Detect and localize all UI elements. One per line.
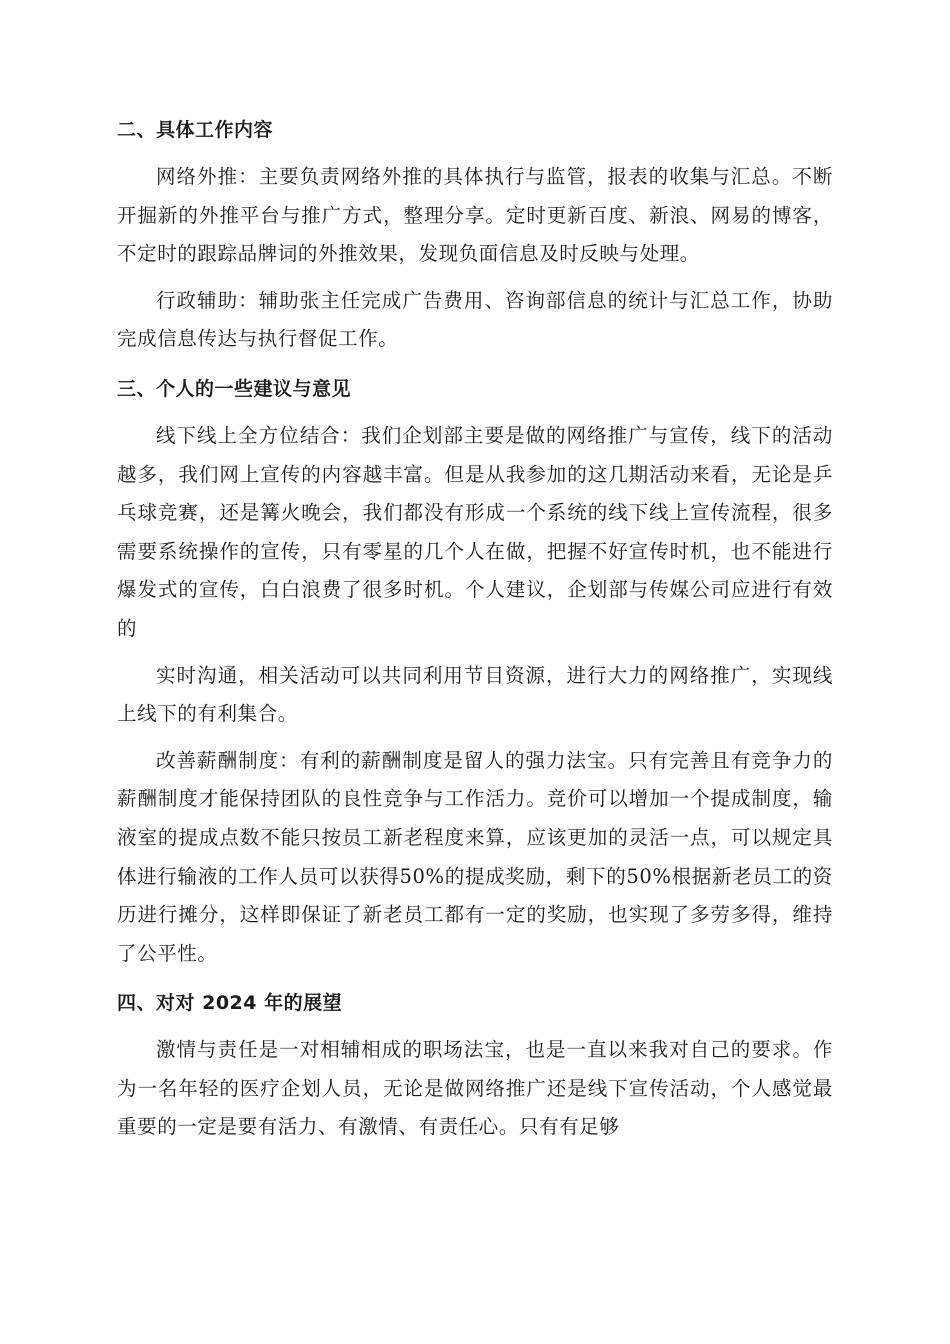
- paragraph-salary-system: 改善薪酬制度：有利的薪酬制度是留人的强力法宝。只有完善且有竞争力的薪酬制度才能保持团队的良性竞争与工作活力。竞价可以增加一个提成制度，输液室的提成点数不能只按员工新老程度来算，应该更加的灵活一点，可以规定具体进行输液的工作人员可以获得50%的提成奖励，剩下的50%根据新老员工的资历进行摊分，这样即保证了新老员工都有一定的奖励，也实现了多劳多得，维持了公平性。: [117, 748, 833, 965]
- section-heading-suggestions: 三、个人的一些建议与意见: [117, 377, 352, 400]
- paragraph-passion-responsibility: 激情与责任是一对相辅相成的职场法宝，也是一直以来我对自己的要求。作为一名年轻的医疗企划人员，无论是做网络推广还是线下宣传活动，个人感觉最重要的一定是要有活力、有激情、有责任心。只有有足够: [117, 1038, 833, 1139]
- document-page: [117, 108, 833, 1155]
- section-heading-outlook: 四、对对 2024 年的展望: [117, 992, 343, 1015]
- paragraph-online-promotion: 网络外推：主要负责网络外推的具体执行与监管，报表的收集与汇总。不断开掘新的外推平台与推广方式，整理分享。定时更新百度、新浪、网易的博客，不定时的跟踪品牌词的外推效果，发现负面信息及时反映与处理。: [117, 165, 833, 266]
- paragraph-online-offline: 线下线上全方位结合：我们企划部主要是做的网络推广与宣传，线下的活动越多，我们网上宣传的内容越丰富。但是从我参加的这几期活动来看，无论是乒乓球竞赛，还是篝火晚会，我们都没有形成一个系统的线下线上宣传流程，很多需要系统操作的宣传，只有零星的几个人在做，把握不好宣传时机，也不能进行爆发式的宣传，白白浪费了很多时机。个人建议，企划部与传媒公司应进行有效的: [117, 423, 833, 640]
- paragraph-admin-assist: 行政辅助：辅助张主任完成广告费用、咨询部信息的统计与汇总工作，协助完成信息传达与执行督促工作。: [117, 288, 833, 351]
- paragraph-realtime-communication: 实时沟通，相关活动可以共同利用节目资源，进行大力的网络推广，实现线上线下的有利集合。: [117, 663, 833, 726]
- section-heading-work-content: 二、具体工作内容: [117, 119, 274, 141]
